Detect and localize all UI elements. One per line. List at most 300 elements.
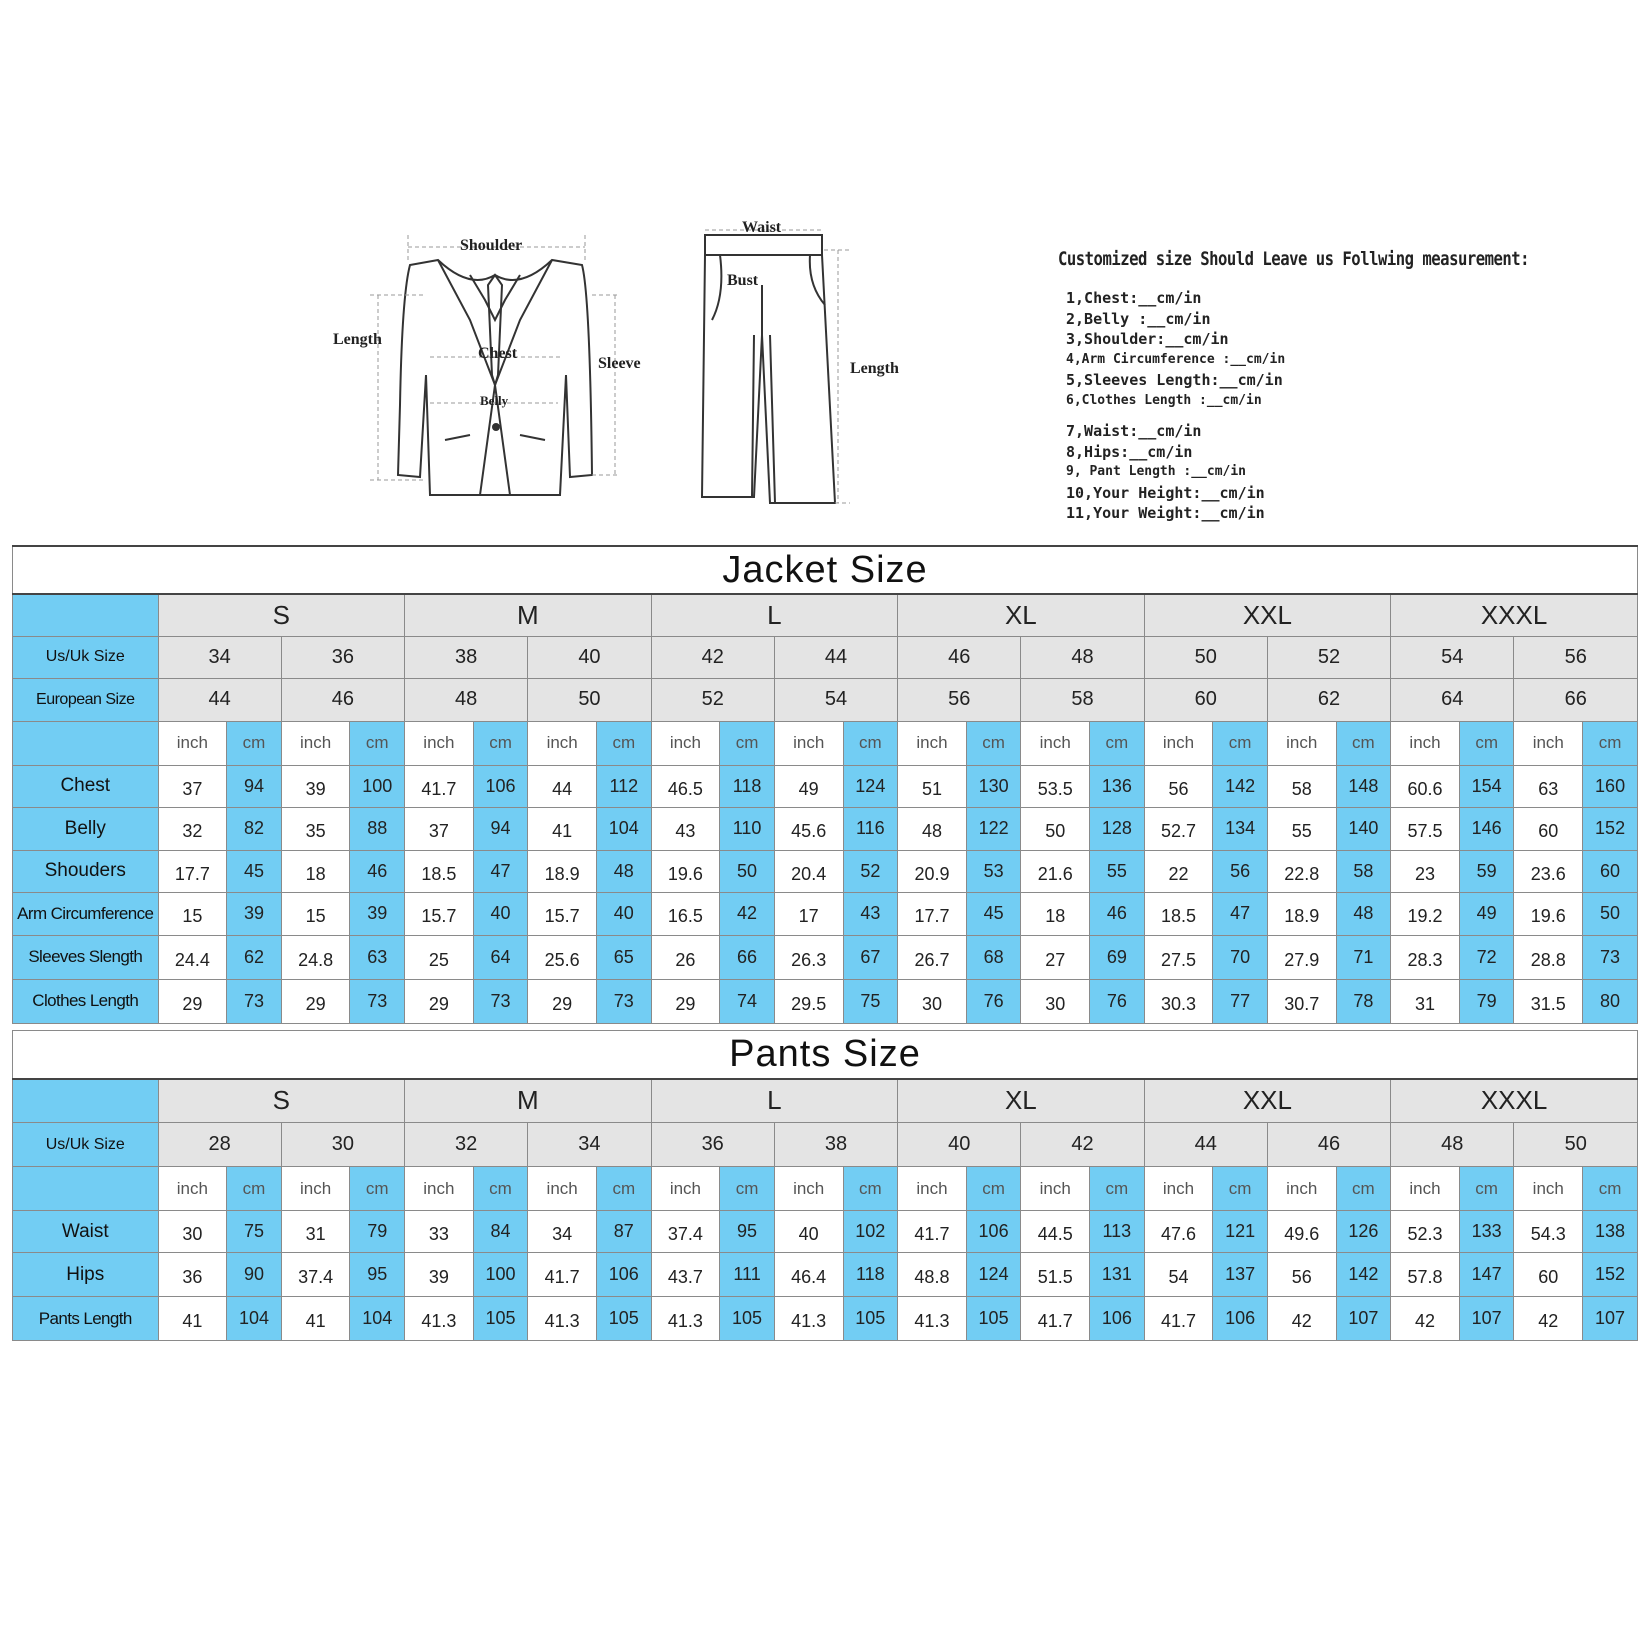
unit-cm-cell: cm <box>1213 721 1268 765</box>
value-cm-cell: 62 <box>227 935 282 979</box>
value-inch-cell: 16.5 <box>651 892 720 935</box>
value-inch-cell: 20.9 <box>898 850 967 892</box>
value-inch-cell: 21.6 <box>1021 850 1090 892</box>
size-letter-cell: XXXL <box>1391 594 1638 636</box>
size-number-cell: 54 <box>1391 636 1514 678</box>
value-inch-cell: 15.7 <box>528 892 597 935</box>
row-label: Belly <box>13 807 159 850</box>
size-number-cell: 36 <box>281 636 404 678</box>
value-cm-cell: 118 <box>720 765 775 807</box>
value-cm-cell: 94 <box>227 765 282 807</box>
measurement-illustration <box>330 219 970 535</box>
value-inch-cell: 42 <box>1267 1297 1336 1341</box>
value-cm-cell: 154 <box>1459 765 1514 807</box>
size-number-cell: 46 <box>281 678 404 721</box>
value-cm-cell: 160 <box>1583 765 1638 807</box>
size-number-cell: 50 <box>528 678 651 721</box>
unit-inch-cell: inch <box>898 1167 967 1211</box>
value-inch-cell: 58 <box>1267 765 1336 807</box>
value-inch-cell: 41.7 <box>528 1253 597 1297</box>
value-inch-cell: 29 <box>281 979 350 1023</box>
value-inch-cell: 63 <box>1514 765 1583 807</box>
value-cm-cell: 134 <box>1213 807 1268 850</box>
value-inch-cell: 30 <box>898 979 967 1023</box>
value-cm-cell: 116 <box>843 807 898 850</box>
value-inch-cell: 54.3 <box>1514 1211 1583 1253</box>
value-cm-cell: 121 <box>1213 1211 1268 1253</box>
value-cm-cell: 142 <box>1213 765 1268 807</box>
size-letter-cell: L <box>651 1079 898 1123</box>
value-cm-cell: 40 <box>473 892 528 935</box>
value-cm-cell: 84 <box>473 1211 528 1253</box>
corner-cell <box>13 594 159 636</box>
value-cm-cell: 78 <box>1336 979 1391 1023</box>
value-inch-cell: 60.6 <box>1391 765 1460 807</box>
unit-inch-cell: inch <box>898 721 967 765</box>
value-inch-cell: 41.3 <box>774 1297 843 1341</box>
value-cm-cell: 75 <box>227 1211 282 1253</box>
value-inch-cell: 22 <box>1144 850 1213 892</box>
value-cm-cell: 68 <box>966 935 1021 979</box>
instruction-item: 6,Clothes Length :__cm/in <box>1066 392 1262 408</box>
size-number-cell: 42 <box>651 636 774 678</box>
value-cm-cell: 79 <box>350 1211 405 1253</box>
size-number-cell: 62 <box>1267 678 1390 721</box>
size-number-cell: 30 <box>281 1123 404 1167</box>
value-cm-cell: 46 <box>350 850 405 892</box>
value-cm-cell: 77 <box>1213 979 1268 1023</box>
instruction-item: 7,Waist:__cm/in <box>1066 422 1202 440</box>
pants-size-table <box>12 1030 1638 1341</box>
instruction-item: 11,Your Weight:__cm/in <box>1066 504 1265 522</box>
unit-inch-cell: inch <box>158 1167 227 1211</box>
diagram-label-chest: Chest <box>478 345 518 362</box>
value-inch-cell: 27.5 <box>1144 935 1213 979</box>
size-number-cell: 28 <box>158 1123 281 1167</box>
value-cm-cell: 104 <box>227 1297 282 1341</box>
size-number-cell: 44 <box>1144 1123 1267 1167</box>
value-cm-cell: 67 <box>843 935 898 979</box>
value-inch-cell: 49 <box>774 765 843 807</box>
value-inch-cell: 46.5 <box>651 765 720 807</box>
value-inch-cell: 39 <box>405 1253 474 1297</box>
unit-inch-cell: inch <box>774 1167 843 1211</box>
size-number-cell: 56 <box>898 678 1021 721</box>
size-letter-cell: M <box>405 1079 652 1123</box>
value-inch-cell: 41.3 <box>528 1297 597 1341</box>
value-inch-cell: 41.7 <box>1144 1297 1213 1341</box>
size-number-cell: 42 <box>1021 1123 1144 1167</box>
value-cm-cell: 47 <box>473 850 528 892</box>
value-inch-cell: 26.7 <box>898 935 967 979</box>
jacket-size-letter-row <box>13 594 1638 636</box>
value-cm-cell: 60 <box>1583 850 1638 892</box>
value-inch-cell: 41.3 <box>651 1297 720 1341</box>
value-inch-cell: 19.6 <box>1514 892 1583 935</box>
value-cm-cell: 107 <box>1336 1297 1391 1341</box>
unit-inch-cell: inch <box>528 1167 597 1211</box>
value-cm-cell: 46 <box>1090 892 1145 935</box>
value-inch-cell: 41 <box>528 807 597 850</box>
value-cm-cell: 40 <box>597 892 652 935</box>
unit-inch-cell: inch <box>1144 1167 1213 1211</box>
value-cm-cell: 39 <box>350 892 405 935</box>
value-cm-cell: 50 <box>1583 892 1638 935</box>
value-inch-cell: 25 <box>405 935 474 979</box>
value-cm-cell: 128 <box>1090 807 1145 850</box>
jacket-unit-row <box>13 721 1638 765</box>
value-inch-cell: 42 <box>1514 1297 1583 1341</box>
value-inch-cell: 17.7 <box>158 850 227 892</box>
size-number-cell: 38 <box>774 1123 897 1167</box>
value-inch-cell: 45.6 <box>774 807 843 850</box>
value-inch-cell: 56 <box>1267 1253 1336 1297</box>
value-inch-cell: 18.9 <box>1267 892 1336 935</box>
value-inch-cell: 31 <box>281 1211 350 1253</box>
size-number-cell: 66 <box>1514 678 1638 721</box>
value-cm-cell: 105 <box>720 1297 775 1341</box>
value-cm-cell: 76 <box>1090 979 1145 1023</box>
row-label: Waist <box>13 1211 159 1253</box>
value-inch-cell: 60 <box>1514 807 1583 850</box>
value-cm-cell: 106 <box>1090 1297 1145 1341</box>
value-inch-cell: 19.6 <box>651 850 720 892</box>
value-inch-cell: 41.3 <box>405 1297 474 1341</box>
instruction-item: 8,Hips:__cm/in <box>1066 442 1193 461</box>
jacket-table-title: Jacket Size <box>13 546 1638 594</box>
value-inch-cell: 34 <box>528 1211 597 1253</box>
size-letter-cell: XXL <box>1144 594 1391 636</box>
jacket-drawing <box>398 260 592 495</box>
value-inch-cell: 26.3 <box>774 935 843 979</box>
value-cm-cell: 148 <box>1336 765 1391 807</box>
value-inch-cell: 20.4 <box>774 850 843 892</box>
instruction-item: 2,Belly :__cm/in <box>1066 309 1211 328</box>
size-number-cell: 56 <box>1514 636 1638 678</box>
unit-inch-cell: inch <box>1391 721 1460 765</box>
size-letter-cell: XXL <box>1144 1079 1391 1123</box>
instructions-title: Customized size Should Leave us Follwing measurement: <box>1058 248 1530 270</box>
value-inch-cell: 41.7 <box>1021 1297 1090 1341</box>
value-cm-cell: 69 <box>1090 935 1145 979</box>
instruction-item: 4,Arm Circumference :__cm/in <box>1066 351 1286 367</box>
value-cm-cell: 56 <box>1213 850 1268 892</box>
value-cm-cell: 66 <box>720 935 775 979</box>
diagram-label-sleeve: Sleeve <box>598 355 641 372</box>
value-cm-cell: 73 <box>1583 935 1638 979</box>
value-cm-cell: 47 <box>1213 892 1268 935</box>
value-cm-cell: 48 <box>1336 892 1391 935</box>
instruction-item: 5,Sleeves Length:__cm/in <box>1066 371 1283 389</box>
value-cm-cell: 59 <box>1459 850 1514 892</box>
value-inch-cell: 37 <box>158 765 227 807</box>
unit-cm-cell: cm <box>966 1167 1021 1211</box>
unit-cm-cell: cm <box>473 1167 528 1211</box>
value-inch-cell: 23.6 <box>1514 850 1583 892</box>
value-inch-cell: 31 <box>1391 979 1460 1023</box>
value-cm-cell: 152 <box>1583 1253 1638 1297</box>
value-inch-cell: 51 <box>898 765 967 807</box>
diagram-label-pants-length: Length <box>850 360 899 377</box>
unit-inch-cell: inch <box>651 721 720 765</box>
value-cm-cell: 122 <box>966 807 1021 850</box>
value-inch-cell: 18 <box>281 850 350 892</box>
row-label: Arm Circumference <box>13 892 159 935</box>
value-cm-cell: 136 <box>1090 765 1145 807</box>
size-number-cell: 58 <box>1021 678 1144 721</box>
value-inch-cell: 37.4 <box>281 1253 350 1297</box>
diagram-label-jacket-length: Length <box>333 331 382 348</box>
value-cm-cell: 124 <box>966 1253 1021 1297</box>
value-inch-cell: 23 <box>1391 850 1460 892</box>
value-inch-cell: 27 <box>1021 935 1090 979</box>
value-cm-cell: 105 <box>597 1297 652 1341</box>
value-cm-cell: 45 <box>966 892 1021 935</box>
size-number-cell: 44 <box>158 678 281 721</box>
value-inch-cell: 47.6 <box>1144 1211 1213 1253</box>
instruction-item: 1,Chest:__cm/in <box>1066 289 1202 307</box>
size-number-cell: 46 <box>898 636 1021 678</box>
unit-inch-cell: inch <box>281 1167 350 1211</box>
jacket-measurement-row <box>13 850 1638 892</box>
size-letter-cell: XXXL <box>1391 1079 1638 1123</box>
value-inch-cell: 18 <box>1021 892 1090 935</box>
value-inch-cell: 52.3 <box>1391 1211 1460 1253</box>
pants-table-title: Pants Size <box>13 1031 1638 1079</box>
value-cm-cell: 111 <box>720 1253 775 1297</box>
value-inch-cell: 30 <box>1021 979 1090 1023</box>
unit-cm-cell: cm <box>720 1167 775 1211</box>
value-cm-cell: 65 <box>597 935 652 979</box>
size-number-cell: 38 <box>405 636 528 678</box>
measurement-instructions <box>1058 248 1648 524</box>
value-cm-cell: 73 <box>350 979 405 1023</box>
value-inch-cell: 29 <box>651 979 720 1023</box>
value-cm-cell: 152 <box>1583 807 1638 850</box>
value-inch-cell: 56 <box>1144 765 1213 807</box>
value-cm-cell: 71 <box>1336 935 1391 979</box>
size-letter-cell: S <box>158 594 405 636</box>
jacket-measurement-row <box>13 892 1638 935</box>
instructions-list <box>1058 288 1648 524</box>
value-inch-cell: 54 <box>1144 1253 1213 1297</box>
unit-cm-cell: cm <box>1583 1167 1638 1211</box>
value-cm-cell: 42 <box>720 892 775 935</box>
unit-cm-cell: cm <box>1459 721 1514 765</box>
value-cm-cell: 105 <box>473 1297 528 1341</box>
value-inch-cell: 42 <box>1391 1297 1460 1341</box>
value-cm-cell: 64 <box>473 935 528 979</box>
value-cm-cell: 90 <box>227 1253 282 1297</box>
unit-cm-cell: cm <box>843 1167 898 1211</box>
value-cm-cell: 74 <box>720 979 775 1023</box>
unit-inch-cell: inch <box>1391 1167 1460 1211</box>
value-cm-cell: 79 <box>1459 979 1514 1023</box>
value-inch-cell: 53.5 <box>1021 765 1090 807</box>
value-inch-cell: 32 <box>158 807 227 850</box>
row-label: Shouders <box>13 850 159 892</box>
value-inch-cell: 46.4 <box>774 1253 843 1297</box>
value-cm-cell: 140 <box>1336 807 1391 850</box>
diagram-label-waist: Waist <box>742 219 782 236</box>
size-number-cell: 34 <box>158 636 281 678</box>
value-inch-cell: 36 <box>158 1253 227 1297</box>
value-inch-cell: 29 <box>158 979 227 1023</box>
value-inch-cell: 18.9 <box>528 850 597 892</box>
unit-cm-cell: cm <box>1459 1167 1514 1211</box>
value-cm-cell: 87 <box>597 1211 652 1253</box>
size-number-cell: 34 <box>528 1123 651 1167</box>
size-number-cell: 60 <box>1144 678 1267 721</box>
row-label: Us/Uk Size <box>13 636 159 678</box>
unit-inch-cell: inch <box>1144 721 1213 765</box>
value-cm-cell: 70 <box>1213 935 1268 979</box>
unit-inch-cell: inch <box>1514 721 1583 765</box>
row-label: European Size <box>13 678 159 721</box>
value-cm-cell: 63 <box>350 935 405 979</box>
unit-cm-cell: cm <box>1090 1167 1145 1211</box>
unit-cm-cell: cm <box>597 721 652 765</box>
row-label: Clothes Length <box>13 979 159 1023</box>
value-cm-cell: 131 <box>1090 1253 1145 1297</box>
size-number-cell: 44 <box>774 636 897 678</box>
unit-cm-cell: cm <box>350 1167 405 1211</box>
value-inch-cell: 41 <box>281 1297 350 1341</box>
value-cm-cell: 43 <box>843 892 898 935</box>
value-cm-cell: 49 <box>1459 892 1514 935</box>
value-inch-cell: 41.7 <box>405 765 474 807</box>
value-inch-cell: 39 <box>281 765 350 807</box>
value-cm-cell: 52 <box>843 850 898 892</box>
instruction-item: 9, Pant Length :__cm/in <box>1066 464 1247 479</box>
corner-cell <box>13 721 159 765</box>
value-cm-cell: 94 <box>473 807 528 850</box>
value-inch-cell: 17 <box>774 892 843 935</box>
size-number-cell: 54 <box>774 678 897 721</box>
value-cm-cell: 100 <box>350 765 405 807</box>
unit-inch-cell: inch <box>774 721 843 765</box>
value-inch-cell: 60 <box>1514 1253 1583 1297</box>
row-label: Chest <box>13 765 159 807</box>
pants-measurement-row <box>13 1253 1638 1297</box>
size-letter-cell: S <box>158 1079 405 1123</box>
value-cm-cell: 142 <box>1336 1253 1391 1297</box>
unit-inch-cell: inch <box>158 721 227 765</box>
jacket-measurement-row <box>13 765 1638 807</box>
unit-cm-cell: cm <box>227 721 282 765</box>
value-cm-cell: 55 <box>1090 850 1145 892</box>
unit-cm-cell: cm <box>597 1167 652 1211</box>
value-cm-cell: 112 <box>597 765 652 807</box>
value-cm-cell: 73 <box>597 979 652 1023</box>
unit-cm-cell: cm <box>1583 721 1638 765</box>
value-inch-cell: 26 <box>651 935 720 979</box>
value-inch-cell: 44 <box>528 765 597 807</box>
value-cm-cell: 72 <box>1459 935 1514 979</box>
unit-inch-cell: inch <box>1021 721 1090 765</box>
unit-cm-cell: cm <box>1213 1167 1268 1211</box>
value-cm-cell: 107 <box>1583 1297 1638 1341</box>
pants-measurement-row <box>13 1297 1638 1341</box>
value-inch-cell: 43 <box>651 807 720 850</box>
unit-inch-cell: inch <box>281 721 350 765</box>
value-inch-cell: 30.3 <box>1144 979 1213 1023</box>
size-letter-cell: XL <box>898 594 1145 636</box>
value-inch-cell: 44.5 <box>1021 1211 1090 1253</box>
value-cm-cell: 147 <box>1459 1253 1514 1297</box>
unit-cm-cell: cm <box>227 1167 282 1211</box>
value-cm-cell: 106 <box>1213 1297 1268 1341</box>
value-inch-cell: 15.7 <box>405 892 474 935</box>
corner-cell <box>13 1167 159 1211</box>
size-letter-cell: L <box>651 594 898 636</box>
value-cm-cell: 53 <box>966 850 1021 892</box>
jacket-measurement-row <box>13 979 1638 1023</box>
value-cm-cell: 113 <box>1090 1211 1145 1253</box>
size-number-cell: 48 <box>1391 1123 1514 1167</box>
size-number-cell: 46 <box>1267 1123 1390 1167</box>
value-inch-cell: 24.4 <box>158 935 227 979</box>
value-inch-cell: 31.5 <box>1514 979 1583 1023</box>
size-number-cell: 40 <box>528 636 651 678</box>
size-number-cell: 48 <box>1021 636 1144 678</box>
unit-cm-cell: cm <box>350 721 405 765</box>
value-inch-cell: 41.7 <box>898 1211 967 1253</box>
value-cm-cell: 105 <box>843 1297 898 1341</box>
value-cm-cell: 58 <box>1336 850 1391 892</box>
value-inch-cell: 50 <box>1021 807 1090 850</box>
value-cm-cell: 73 <box>473 979 528 1023</box>
value-cm-cell: 104 <box>597 807 652 850</box>
value-cm-cell: 88 <box>350 807 405 850</box>
value-cm-cell: 39 <box>227 892 282 935</box>
size-number-cell: 52 <box>651 678 774 721</box>
value-inch-cell: 41 <box>158 1297 227 1341</box>
value-cm-cell: 138 <box>1583 1211 1638 1253</box>
value-inch-cell: 33 <box>405 1211 474 1253</box>
value-cm-cell: 106 <box>473 765 528 807</box>
value-inch-cell: 37 <box>405 807 474 850</box>
unit-inch-cell: inch <box>528 721 597 765</box>
value-cm-cell: 133 <box>1459 1211 1514 1253</box>
size-letter-cell: XL <box>898 1079 1145 1123</box>
value-cm-cell: 118 <box>843 1253 898 1297</box>
value-inch-cell: 48 <box>898 807 967 850</box>
value-inch-cell: 57.5 <box>1391 807 1460 850</box>
value-inch-cell: 41.3 <box>898 1297 967 1341</box>
pants-size-letter-row <box>13 1079 1638 1123</box>
value-cm-cell: 102 <box>843 1211 898 1253</box>
value-cm-cell: 146 <box>1459 807 1514 850</box>
value-inch-cell: 40 <box>774 1211 843 1253</box>
unit-inch-cell: inch <box>405 1167 474 1211</box>
size-number-cell: 36 <box>651 1123 774 1167</box>
value-cm-cell: 75 <box>843 979 898 1023</box>
instruction-item: 3,Shoulder:__cm/in <box>1066 330 1229 348</box>
value-cm-cell: 100 <box>473 1253 528 1297</box>
pants-drawing <box>702 235 835 503</box>
value-cm-cell: 124 <box>843 765 898 807</box>
unit-cm-cell: cm <box>1336 1167 1391 1211</box>
unit-inch-cell: inch <box>1267 1167 1336 1211</box>
value-inch-cell: 51.5 <box>1021 1253 1090 1297</box>
size-number-cell: 52 <box>1267 636 1390 678</box>
value-inch-cell: 28.8 <box>1514 935 1583 979</box>
row-label: Us/Uk Size <box>13 1123 159 1167</box>
value-cm-cell: 82 <box>227 807 282 850</box>
value-inch-cell: 18.5 <box>1144 892 1213 935</box>
diagram-label-belly: Belly <box>480 393 509 408</box>
